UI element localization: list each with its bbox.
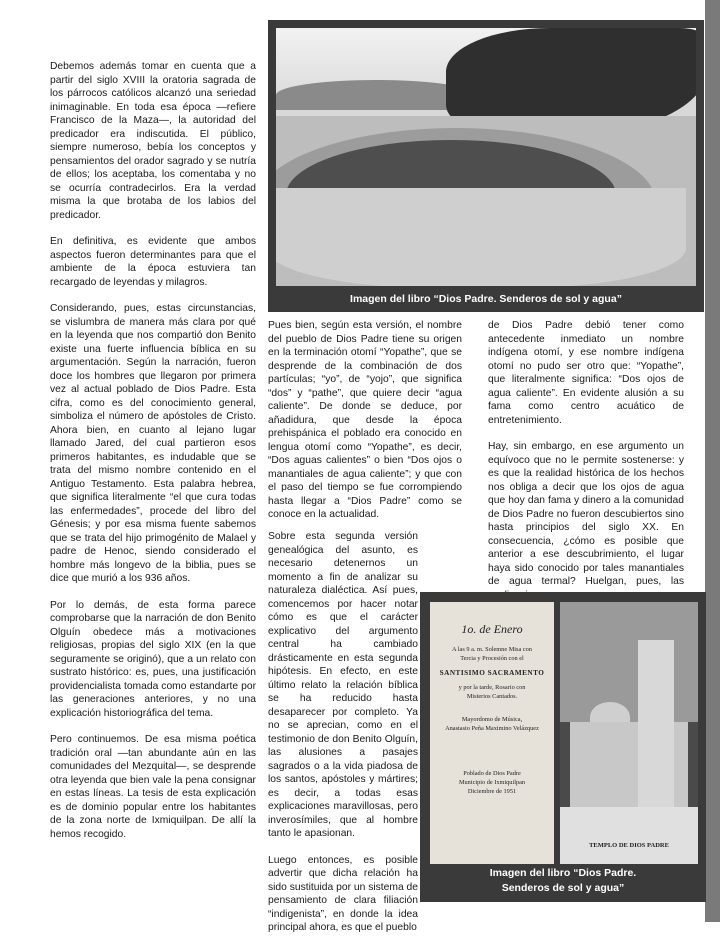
paragraph: Luego entonces, es posible advertir que dicha relación ha sido sustituida por un sistema de pensamiento de clara filiación “indigenista”, en donde la idea principal ahora, es que el pueblo bbox=[268, 854, 418, 933]
church-photo bbox=[560, 602, 698, 864]
paragraph: Por lo demás, de esta forma parece comprobarse que la narración de don Benito Olguín obedece más a motivaciones religiosas, propias del siglo XIX (en la que seguramente se originó), que a un relato con sustrato histórico: es, pues, una justificación providencialista tomada como estandarte por las generaciones anteriores, y no una explicación historiográfica del tema. bbox=[50, 599, 256, 719]
text-column-3 bbox=[488, 319, 684, 615]
pool-photo bbox=[276, 28, 696, 286]
card-names: Anastasio Peña Maximino Velázquez bbox=[445, 725, 539, 732]
paragraph: de Dios Padre debió tener como antecedente inmediato un nombre indígena otomí, y ese nombre indígena otomí no pudo ser otro que: “Yopathe”, que literalmente significa: “Dos ojos de agua caliente”. En evidente alusión a su fama como centro acuático de entretenimiento. bbox=[488, 320, 684, 426]
card-line: Misterios Cantados. bbox=[466, 693, 518, 700]
page-sidebar-bar bbox=[705, 0, 720, 922]
caption-line: Imagen del libro “Dios Padre. bbox=[489, 867, 637, 879]
paragraph: Considerando, pues, estas circunstancias, se vislumbra de manera más clara por qué en la leyenda que nos compartió don Benito existe una fuerte influencia bíblica en su argumentación. Según la narración, fueron doce los hombres que llegaron por primera vez al actual poblado de Dios Padre. Esta cifra, como es del conocimiento general, simboliza el número de apóstoles de Cristo. Ahora bien, en cuanto al lejano lugar llamado Jared, del cual partieron esos primeros habitantes, es indudable que se trata del mismo nombre contenido en el Antiguo Testamento. Esta palabra hebrea, que significa literalmente “el que cura todas las enfermedades”, procede del libro del Génesis; y por esa misma fuente sabemos que se trata del hijo primogénito de Malael y padre de Henoc, siendo considerado el hombre más longevo de la biblia, pues se dice que murió a los 936 años. bbox=[50, 303, 256, 584]
figure-caption: Imagen del libro “Dios Padre. Senderos de sol y agua” bbox=[350, 293, 622, 305]
paragraph: En definitiva, es evidente que ambos aspectos fueron determinantes para que el ambiente de la época estuviera tan recargado de leyendas y milagros. bbox=[50, 236, 256, 288]
paragraph: Pues bien, según esta versión, el nombre del pueblo de Dios Padre tiene su origen en la terminación otomí “Yopathe”, que se desprende de la combinación de dos partículas; “yo”, de “yojo”, que significa “dos” y “pathe”, que quiere decir “agua caliente”. De donde se deduce, por añadidura, que desde la época prehispánica el poblado era conocido en lengua otomí como “Yopathe”, es decir, “Dos aguas calientes” o bien “Dos ojos o manantiales de agua caliente”; y que con el paso del tiempo se fue corrompiendo hasta llegar a “Dios Padre” como se conoce en la actualidad. bbox=[268, 320, 462, 520]
card-mayordomo: Mayordomo de Música, bbox=[461, 716, 523, 723]
church-label: TEMPLO DE DIOS PADRE bbox=[589, 842, 669, 849]
program-church-figure bbox=[420, 592, 706, 902]
card-place: Poblado de Dios Padre bbox=[463, 770, 521, 777]
caption-line: Senderos de sol y agua” bbox=[501, 882, 625, 894]
card-title: SANTISIMO SACRAMENTO bbox=[439, 669, 545, 677]
card-date-footer: Diciembre de 1951 bbox=[467, 788, 517, 795]
paragraph: Hay, sin embargo, en ese argumento un equívoco que no le permite sostenerse: y es que la realidad histórica de los hechos nos obliga a decir que los ojos de agua que hoy dan fama y dinero a la comunidad de Dios Padre no fueron descubiertos sino hasta principios del siglo XX. En consecuencia, ¿cómo es posible que anterior a ese descubrimiento, el lugar haya sido conocido por tales manantiales de agua termal? Huelgan, pues, las bbox=[488, 441, 684, 587]
text-column-2 bbox=[268, 319, 462, 535]
card-line: y por la tarde, Rosario con bbox=[458, 684, 526, 691]
paragraph: Sobre esta segunda versión genealógica del asunto, es necesario detenernos un momento a fin de analizar su naturaleza dialéctica. Así pues, comencemos por hacer notar cómo es que el carácter explicativo del argumento central ha cambiado drásticamente en esta segunda hipótesis. En efecto, en este último relato la relación bíblica se ha reducido hasta desaparecer por completo. Ya no se aprecian, como en el testimonio de don Benito Olguín, las alusiones a pasajes sagrados o a la vida piadosa de los santos, apóstoles y mártires; es decir, a todas esas explicaciones maravillosas, pero inverosímiles, que al hombre tanto le apasionan. bbox=[268, 531, 418, 839]
figure-caption bbox=[420, 866, 706, 896]
pool-photo-figure bbox=[268, 20, 704, 312]
text-column-1 bbox=[50, 60, 256, 854]
card-line: A las 9 a. m. Solemne Misa con bbox=[452, 646, 532, 653]
card-date: 1o. de Enero bbox=[461, 622, 523, 636]
card-place: Municipio de Ixmiquilpan bbox=[458, 779, 526, 786]
card-line: Tercia y Procesión con el bbox=[460, 655, 524, 662]
program-card bbox=[430, 602, 554, 864]
paragraph: Debemos además tomar en cuenta que a partir del siglo XVIII la oratoria sagrada de los párrocos católicos alcanzó una seriedad inimaginable. En toda esa época —refiere Francisco de la Maza—, la autoridad del predicador era indiscutida. El público, siempre numeroso, bebía los conceptos y pensamientos del orador sagrado y se nutría de ellos; los aceptaba, los comentaba y no se ocurría contradecirlos. Era la verdad misma la que brotaba de los labios del predicador. bbox=[50, 61, 256, 221]
paragraph: Pero continuemos. De esa misma poética tradición oral —tan abundante aún en las comunidades del Mezquital—, se desprende otra leyenda que bien vale la pena consignar en estas líneas. La tesis de esta explicación es de dominio popular entre los habitantes de la zona norte de Ixmiquilpan. De allí la hemos recogido. bbox=[50, 734, 256, 840]
